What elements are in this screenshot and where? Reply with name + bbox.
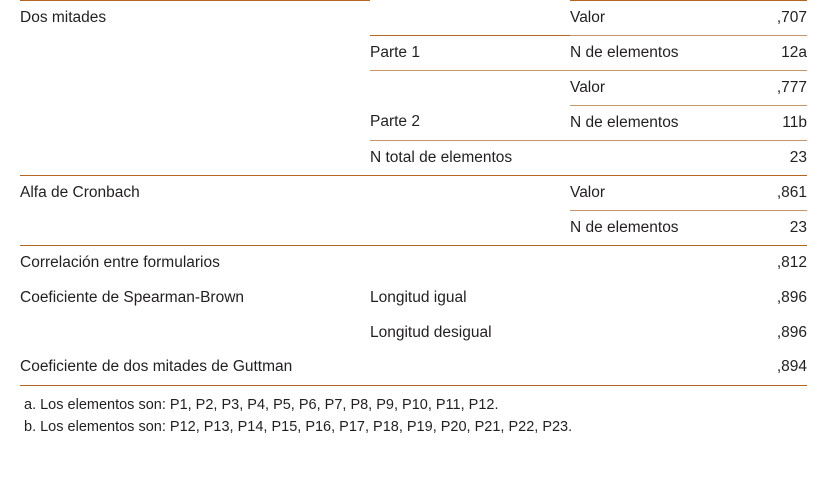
table-row <box>20 281 807 316</box>
footnote-a: a. Los elementos son: P1, P2, P3, P4, P5, P6, P7, P8, P9, P10, P11, P12. <box>24 397 499 413</box>
table-row <box>20 176 807 211</box>
row-label <box>20 316 370 351</box>
table-row <box>20 106 807 141</box>
row-mid-label <box>370 211 570 246</box>
row-value: ,777 <box>720 71 807 106</box>
row-sub-label: N de elementos <box>570 36 720 71</box>
row-label <box>20 211 370 246</box>
row-value: 23 <box>720 141 807 176</box>
table-row <box>20 36 807 71</box>
row-mid-label: Parte 2 <box>370 113 420 131</box>
row-value: ,896 <box>776 323 807 341</box>
row-label <box>20 36 370 71</box>
row-label: Coeficiente de dos mitades de Guttman <box>20 358 293 376</box>
row-sub-label: N de elementos <box>570 106 720 141</box>
row-mid-label: N total de elementos <box>370 141 570 176</box>
row-mid-label <box>370 246 570 281</box>
row-sub-label <box>570 141 720 176</box>
row-sub-label <box>570 281 720 316</box>
row-label: Correlación entre formularios <box>20 246 370 281</box>
row-sub-label <box>570 316 720 351</box>
row-label: Alfa de Cronbach <box>20 176 370 211</box>
row-value: ,812 <box>720 246 807 281</box>
table-row <box>20 316 807 351</box>
row-mid-label: Parte 1 <box>370 36 570 71</box>
row-value: 12a <box>720 36 807 71</box>
row-sub-label: Valor <box>570 71 720 106</box>
row-mid-label: Longitud igual <box>370 288 467 306</box>
row-mid-label <box>370 176 570 211</box>
row-mid-label <box>370 351 570 386</box>
row-sub-label: Valor <box>570 1 720 36</box>
row-value: ,896 <box>776 288 807 306</box>
row-value: 11b <box>720 106 807 141</box>
table-row <box>20 246 807 281</box>
row-sub-label <box>570 246 720 281</box>
table-row <box>20 71 807 106</box>
row-value: ,894 <box>776 358 807 376</box>
table-footnotes <box>20 386 807 439</box>
row-mid-label: Longitud desigual <box>370 323 492 341</box>
reliability-statistics-table <box>20 0 807 386</box>
row-value: ,861 <box>720 176 807 211</box>
table-row <box>20 211 807 246</box>
row-mid-label <box>370 1 570 36</box>
row-label <box>20 106 370 141</box>
table-row <box>20 141 807 176</box>
row-value: ,707 <box>720 1 807 36</box>
row-sub-label <box>570 351 720 386</box>
row-label <box>20 71 370 106</box>
table-row <box>20 1 807 36</box>
row-sub-label: Valor <box>570 176 720 211</box>
row-value: 23 <box>720 211 807 246</box>
table-row <box>20 351 807 386</box>
row-mid-label <box>370 71 570 106</box>
row-label: Dos mitades <box>20 1 370 36</box>
row-sub-label: N de elementos <box>570 211 720 246</box>
row-label <box>20 141 370 176</box>
row-label: Coeficiente de Spearman-Brown <box>20 288 245 306</box>
footnote-b: b. Los elementos son: P12, P13, P14, P15, P16, P17, P18, P19, P20, P21, P22, P23. <box>24 418 573 435</box>
